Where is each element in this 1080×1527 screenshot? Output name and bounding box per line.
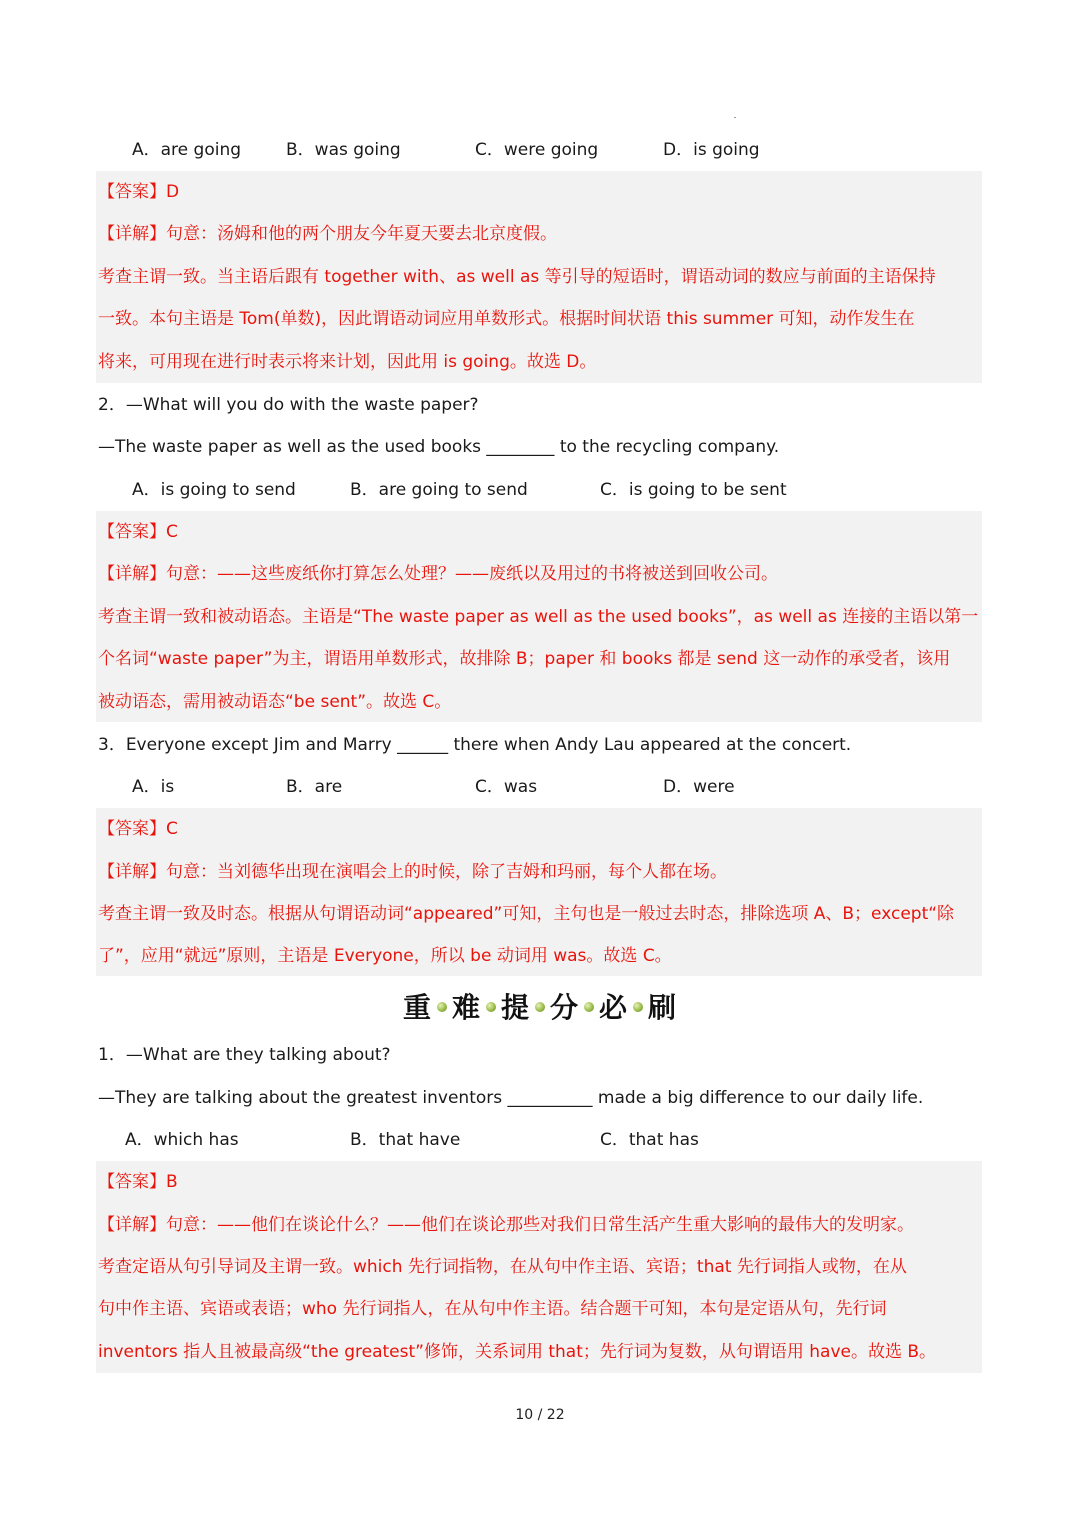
q4-stem-line-2: —They are talking about the greatest inventors __________ made a big difference to our daily life. [98, 1088, 924, 1108]
q2-explain-line-4: 被动语态，需用被动语态“be sent”。故选 C。 [98, 692, 452, 712]
q2-stem-line-2: —The waste paper as well as the used books ________ to the recycling company. [98, 437, 780, 457]
q1-option-a: A．are going [132, 140, 242, 160]
q2-explain-line-3: 个名词“waste paper”为主，谓语用单数形式，故排除 B；paper 和 books 都是 send 这一动作的承受者，该用 [98, 649, 951, 669]
q3-stem: 3．Everyone except Jim and Marry ______ there when Andy Lau appeared at the concert. [98, 735, 852, 755]
q3-explain-line-2: 考查主谓一致及时态。根据从句谓语动词“appeared”可知，主句也是一般过去时态，排除选项 A、B；except“除 [98, 904, 955, 924]
q1-explain-line-1: 【详解】句意：汤姆和他的两个朋友今年夏天要去北京度假。 [98, 224, 557, 244]
q4-option-a: A．which has [125, 1130, 239, 1150]
q4-explain-line-4: inventors 指人且被最高级“the greatest”修饰，关系词用 that；先行词为复数，从句谓语用 have。故选 B。 [98, 1342, 937, 1362]
q1-answer: 【答案】D [98, 182, 180, 202]
q2-explain-line-1: 【详解】句意：——这些废纸你打算怎么处理？——废纸以及用过的书将被送到回收公司。 [98, 564, 778, 584]
q3-option-a: A．is [132, 777, 175, 797]
green-dot-icon [437, 1002, 447, 1012]
q3-option-b: B．are [286, 777, 343, 797]
page-number: 10 / 22 [515, 1407, 565, 1423]
q3-explain-line-3: 了”，应用“就远”原则，主语是 Everyone，所以 be 动词用 was。故选 C。 [98, 946, 672, 966]
green-dot-icon [633, 1002, 643, 1012]
section-title-char: 刷 [648, 991, 678, 1024]
green-dot-icon [535, 1002, 545, 1012]
q4-explain-line-3: 句中作主语、宾语或表语；who 先行词指人，在从句中作主语。结合题干可知，本句是定语从句，先行词 [98, 1299, 887, 1319]
q2-option-b: B．are going to send [350, 480, 528, 500]
q2-option-a: A．is going to send [132, 480, 296, 500]
q1-explain-line-2: 考查主谓一致。当主语后跟有 together with、as well as 等引导的短语时，谓语动词的数应与前面的主语保持 [98, 267, 936, 287]
q2-stem-line-1: 2．—What will you do with the waste paper? [98, 395, 479, 415]
q1-option-b: B．was going [286, 140, 401, 160]
scan-speck [734, 117, 736, 118]
q1-explain-line-3: 一致。本句主语是 Tom(单数)，因此谓语动词应用单数形式。根据时间状语 this summer 可知，动作发生在 [98, 309, 915, 329]
section-title-char: 必 [599, 991, 629, 1024]
section-title-char: 分 [550, 991, 580, 1024]
q1-explain-line-4: 将来，可用现在进行时表示将来计划，因此用 is going。故选 D。 [98, 352, 597, 372]
q3-answer: 【答案】C [98, 819, 178, 839]
q4-explain-line-2: 考查定语从句引导词及主谓一致。which 先行词指物，在从句中作主语、宾语；that 先行词指人或物，在从 [98, 1257, 907, 1277]
q4-explain-line-1: 【详解】句意：——他们在谈论什么？——他们在谈论那些对我们日常生活产生重大影响的最伟大的发明家。 [98, 1215, 914, 1235]
q4-option-c: C．that has [600, 1130, 699, 1150]
q4-stem-line-1: 1．—What are they talking about? [98, 1045, 391, 1065]
q2-explain-line-2: 考查主谓一致和被动语态。主语是“The waste paper as well as the used books”，as well as 连接的主语以第一 [98, 607, 979, 627]
q3-option-c: C．was [475, 777, 538, 797]
q1-option-d: D．is going [663, 140, 760, 160]
q3-option-d: D．were [663, 777, 735, 797]
green-dot-icon [584, 1002, 594, 1012]
section-title-char: 难 [451, 991, 481, 1024]
q2-answer: 【答案】C [98, 522, 178, 542]
section-title [0, 986, 1080, 1030]
green-dot-icon [486, 1002, 496, 1012]
q2-option-c: C．is going to be sent [600, 480, 787, 500]
q4-option-b: B．that have [350, 1130, 461, 1150]
section-title-char: 重 [402, 991, 432, 1024]
q1-option-c: C．were going [475, 140, 599, 160]
q3-explain-line-1: 【详解】句意：当刘德华出现在演唱会上的时候，除了吉姆和玛丽，每个人都在场。 [98, 862, 727, 882]
q4-answer: 【答案】B [98, 1172, 178, 1192]
section-title-char: 提 [500, 991, 530, 1024]
